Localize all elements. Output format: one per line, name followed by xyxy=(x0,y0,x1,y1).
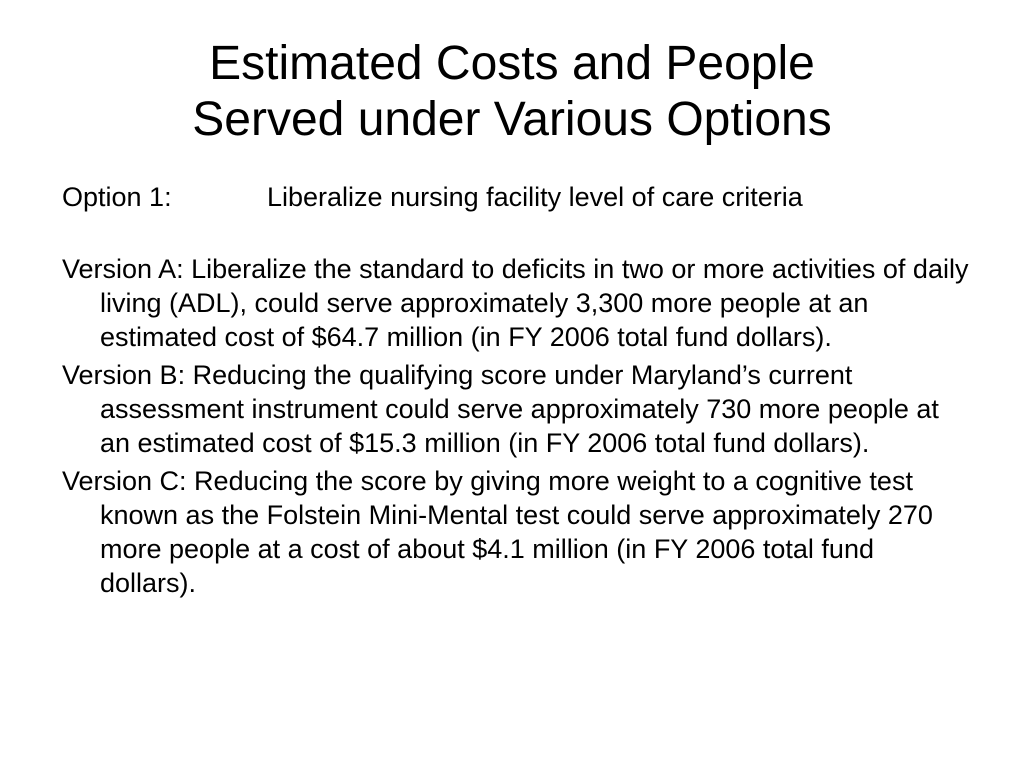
slide-body xyxy=(62,180,972,604)
title-line-1: Estimated Costs and People xyxy=(209,37,815,90)
version-a-paragraph: Version A: Liberalize the standard to deficits in two or more activities of daily living (ADL), could serve approximately 3,300 more people at an estimated cost of $64.7 million (in FY 2006 total fund dollars). xyxy=(62,254,969,352)
version-b-paragraph: Version B: Reducing the qualifying score under Maryland’s current assessment instrument could serve approximately 730 more people at an estimated cost of $15.3 million (in FY 2006 total fund dollars). xyxy=(62,360,939,458)
version-c-paragraph: Version C: Reducing the score by giving more weight to a cognitive test known as the Folstein Mini-Mental test could serve approximately 270 more people at a cost of about $4.1 million (in FY 2006 total fund dollars). xyxy=(62,466,933,598)
option-label: Option 1: xyxy=(62,182,172,212)
option-heading xyxy=(62,180,972,214)
slide-title xyxy=(0,36,1024,148)
option-text: Liberalize nursing facility level of care criteria xyxy=(267,182,803,212)
title-line-2: Served under Various Options xyxy=(192,93,832,146)
